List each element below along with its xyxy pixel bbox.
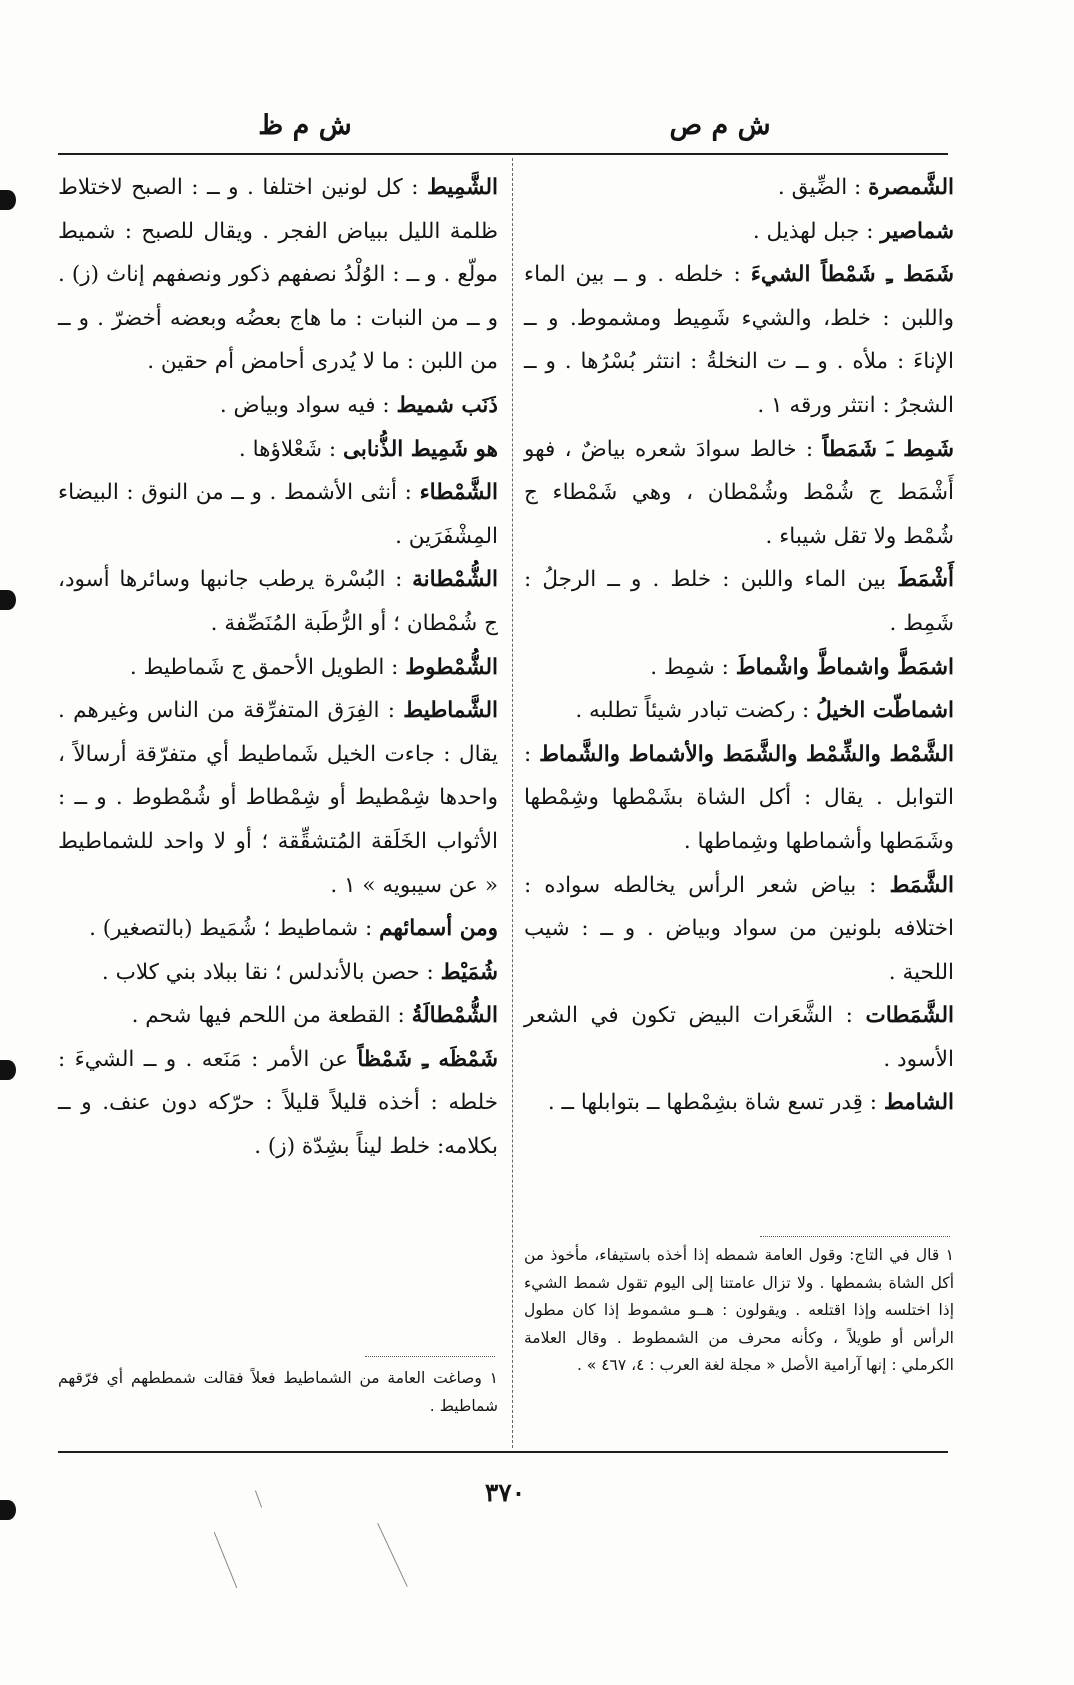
right-column: [524, 166, 954, 1125]
entry: [58, 951, 498, 995]
entry: [58, 384, 498, 428]
bottom-rule: [58, 1451, 948, 1453]
headword: شَمْظَه ـِ شَمْظاً: [357, 1046, 498, 1072]
scan-scratch: [214, 1532, 237, 1588]
definition: : القطعة من اللحم فيها شحم .: [131, 1003, 405, 1029]
entry: [524, 428, 954, 559]
entry: [524, 558, 954, 645]
headword: اشماطّت الخيلُ: [816, 698, 954, 724]
entry: [58, 907, 498, 951]
definition: : الفِرَق المتفرِّقة من الناس وغيرهم . يقال : جاءت الخيل شَماطيط أي متفرّقة أرسالاً ، واحدها شِمْطيط أو شِمْطاط أو شُمْطوط . و ــ : الأثواب الخَلَقة المُتشقِّقة ؛ أو لا واحد للشماطيط « عن سيبويه » ١ .: [58, 698, 498, 898]
headword: اشمَطَّ واشماطَّ واشْماطَ: [735, 654, 954, 680]
entry: [524, 994, 954, 1081]
page-number: ٣٧٠: [484, 1478, 526, 1507]
headword: الشُّمْطالَةُ: [411, 1003, 498, 1029]
definition: : خلطه . و ــ بين الماء واللبن : خلط، والشيء شَمِيط ومشموط. و ــ الإناءَ : ملأه . و ــ ت النخلةُ : انتثر بُسْرُها . و ــ الشجرُ : انتثر ورقه ١ .: [524, 262, 954, 418]
footnote-left: ١ وصاغت العامة من الشماطيط فعلاً فقالت شمططهم أي فرّقهم شماطيط .: [58, 1369, 498, 1415]
definition: : شَعْلاؤها .: [238, 436, 337, 462]
definition: : التوابل . يقال : أكل الشاة بشَمْطها وشِمْطها وشَمَطها وأشماطها وشِماطها .: [524, 741, 954, 854]
scan-edge-mark: [0, 590, 16, 610]
headword: الشَّمصرة: [868, 175, 954, 200]
headword: ومن أسمائهم: [379, 916, 498, 942]
top-rule: [58, 153, 948, 155]
headword: الشَّمْطاء: [419, 480, 498, 506]
footnote-separator-left: [365, 1356, 495, 1357]
entry: [58, 646, 498, 690]
footnote-right: ١ قال في التاج: وقول العامة شمطه إذا أخذه باستيفاء، مأخوذ من أكل الشاة بشمطها . ولا تزال عامتنا إلى اليوم تقول شمط الشيء إذا اختلسه وإذا اقتلعه . ويقولون : هــو مشموط إذا كان مطول الرأس أو طويلاً ، وكأنه محرف من الشمطوط . وقال العلامة الكرملي : إنها آرامية الأصل « مجلة لغة العرب : ٤، ٤٦٧ » .: [524, 1246, 954, 1375]
definition: : فيه سواد وبياض .: [219, 392, 390, 418]
headword: شَمِط ـَ شَمَطاً: [822, 436, 954, 462]
column-divider: [512, 158, 514, 1448]
headword: الشُّمْطوط: [405, 654, 498, 680]
entry: [58, 166, 498, 384]
scan-scratch: [377, 1523, 407, 1587]
headword: الشَّمَطات: [865, 1003, 955, 1029]
entry: [58, 1038, 498, 1169]
headword: هو شَمِيط الذُّنابى: [342, 436, 498, 462]
entry: [524, 253, 954, 427]
entry: [524, 1081, 954, 1125]
definition: : ركضت تبادر شيئاً تطلبه .: [575, 698, 810, 724]
entry: [58, 689, 498, 907]
scan-edge-mark: [0, 1500, 16, 1520]
headword: ذَنَب شميط: [396, 392, 498, 418]
left-column: [58, 166, 498, 1169]
entry: [524, 733, 954, 864]
entry: [58, 428, 498, 472]
headword: الشُّمْطانة: [412, 567, 498, 593]
scan-edge-mark: [0, 1060, 16, 1080]
entry: [524, 210, 954, 254]
definition: بين الماء واللبن : خلط . و ــ الرجلُ : شَمِط .: [524, 567, 954, 636]
headword: أَشْمَطَ: [897, 567, 954, 593]
headword: الشَّمَط: [889, 872, 954, 898]
definition: : الشَّعَرات البيض تكون في الشعر الأسود .: [524, 1003, 954, 1072]
entry: [58, 471, 498, 558]
definition: : خالط سوادَ شعره بياضٌ ، فهو أَشْمَط ج شُمْط وشُمْطان ، وهي شَمْطاء ج شُمْط ولا تقل شيباء .: [524, 436, 954, 549]
entry: [58, 994, 498, 1038]
entry: [524, 689, 954, 733]
running-head-left-root: ش م ظ: [258, 110, 352, 141]
headword: شَمَط ـِ شَمْطاً الشيءَ: [750, 262, 954, 288]
footnote-separator-right: [760, 1236, 950, 1237]
definition: : قِدر تسع شاة بشِمْطها ــ بتوابلها ــ .: [547, 1090, 877, 1116]
definition: : كل لونين اختلفا . و ــ : الصبح لاختلاط ظلمة الليل ببياض الفجر . ويقال للصبح : شميط مولّع . و ــ : الوُلْدُ نصفهم ذكور ونصفهم إناث (ز) . و ــ من النبات : ما هاج بعضُه وبعضه أخضرّ . و ــ من اللبن : ما لا يُدرى أحامض أم حقين .: [58, 175, 498, 375]
definition: : الضِّيق .: [777, 175, 862, 200]
definition: : الطويل الأحمق ج شَماطيط .: [129, 654, 399, 680]
definition: : البُسْرة يرطب جانبها وسائرها أسود، ج شُمْطان ؛ أو الرُّطَبة المُنَصِّفة .: [58, 567, 498, 636]
entry: [58, 558, 498, 645]
definition: : شماطيط ؛ شُمَيط (بالتصغير) .: [89, 916, 373, 942]
headword: الشَّمِيط: [426, 175, 498, 200]
headword: شُمَيْط: [440, 959, 498, 985]
entry: [524, 646, 954, 690]
headword: الشامط: [883, 1090, 954, 1116]
entry: [524, 864, 954, 995]
definition: : شمِط .: [650, 654, 729, 680]
definition: : أنثى الأشمط . و ــ من النوق : البيضاء المِشْفَرَين .: [58, 480, 498, 549]
entry: [524, 166, 954, 210]
definition: : جبل لهذيل .: [752, 218, 874, 244]
headword: شماصير: [880, 218, 954, 244]
headword: الشَّمْط والشِّمْط والشَّمَط والأشماط والشَّماط: [539, 741, 954, 767]
running-head-right-root: ش م ص: [669, 110, 771, 141]
definition: عن الأمر : مَنَعه . و ــ الشيءَ : خلطه : أخذه قليلاً قليلاً : حرّكه دون عنف. و ــ بكلامه: خلط ليناً بشِدّة (ز) .: [58, 1046, 498, 1160]
definition: : حصن بالأندلس ؛ نقا ببلاد بني كلاب .: [101, 959, 434, 985]
definition: : بياض شعر الرأس يخالطه سواده : اختلافه بلونين من سواد وبياض . و ــ : شيب اللحية .: [524, 872, 954, 985]
headword: الشَّماطيط: [403, 698, 498, 724]
scan-scratch: [255, 1490, 262, 1507]
scan-edge-mark: [0, 190, 16, 210]
